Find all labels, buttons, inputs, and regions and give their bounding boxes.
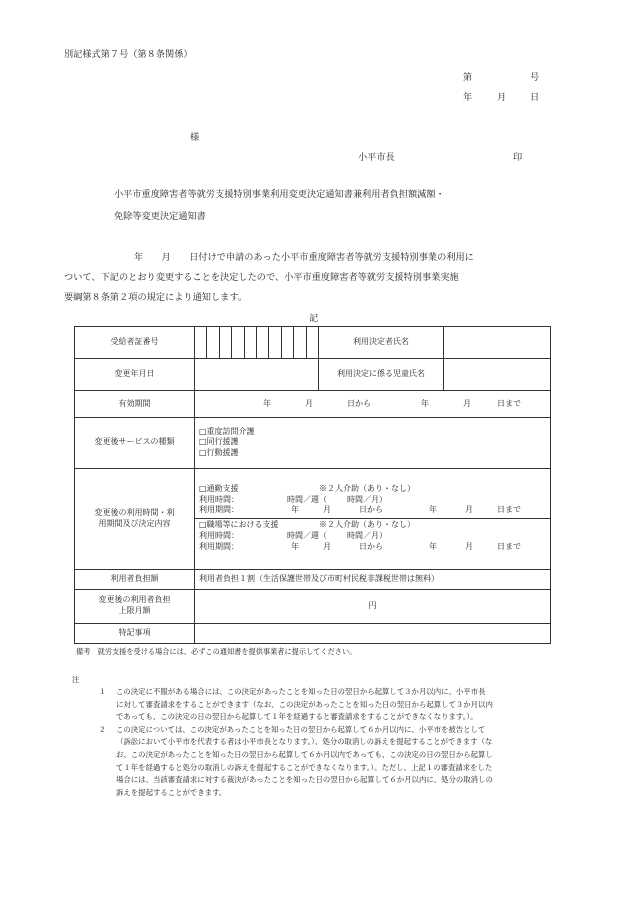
- service-type-options: [195, 417, 551, 468]
- form-header: 別記様式第７号（第８条関係）: [64, 49, 193, 60]
- note-item: ２ この決定については、この決定があったことを知った日の翌日から起算して６か月以内に、小平市を被告として （訴訟において小平市を代表する者は小平市長となります。）、処分の取消しの訴えを提起することができます（な お、この決定があったことを知った日の翌日から起算して６か月以内であっても、この決定の日の翌日から起算し て１年を経過すると処分の取消しの訴えを提起することができなくなります。）。ただし、上記１の審査請求をした 場合には、当該審査請求に対する裁決があったことを知った日の翌日から起算して６か月以内に、処分の取消しの 訴えを提起することができます。: [98, 724, 493, 797]
- burden-label: 利用者負担額: [75, 569, 195, 589]
- doc-date-month: 月: [497, 92, 507, 103]
- change-date-label: 変更年月日: [75, 359, 195, 391]
- checkbox-accompany[interactable]: □同行援護: [199, 437, 239, 447]
- addressee-suffix: 様: [190, 132, 200, 143]
- decider-name-label: 利用決定者氏名: [319, 327, 444, 359]
- checkbox-commute[interactable]: □通勤支援: [199, 483, 239, 493]
- decider-name-value[interactable]: [444, 327, 551, 359]
- sender-name: 小平市長: [358, 152, 395, 163]
- doc-number-go: 号: [530, 72, 540, 83]
- decision-table: [74, 326, 551, 644]
- service-type-label: 変更後サービスの種類: [75, 417, 195, 468]
- change-date-value[interactable]: [195, 359, 319, 391]
- special-notes-value[interactable]: [195, 623, 551, 643]
- note-item: １ この決定に不服がある場合には、この決定があったことを知った日の翌日から起算して３か月以内に、小平市長 に対して審査請求をすることができます（なお、この決定があったことを知った日の翌日から起算して３か月以内 であっても、この決定の日の翌日から起算して１年を経過すると審査請求をすることができなくなります。）。: [98, 687, 493, 722]
- usage-label: 変更後の利用時間・利 用期間及び決定内容: [75, 468, 195, 569]
- limit-value[interactable]: 円: [195, 589, 551, 623]
- doc-date-day: 日: [530, 92, 540, 103]
- valid-period-label: 有効期間: [75, 391, 195, 417]
- title-line-1: 小平市重度障害者等就労支援特別事業利用変更決定通知書兼利用者負担額減額・: [114, 189, 445, 200]
- ki-label: 記: [309, 313, 319, 324]
- workplace-support-block: □職場等における支援 ※２人介助（あり・なし） 利用時間： 時間／週（ 時間／月） 利用期間： 年 月 日から 年 月 日まで: [199, 520, 521, 551]
- body-line-1: 年 月 日付けで申請のあった小平市重度障害者等就労支援特別事業の利用に: [134, 252, 474, 263]
- checkbox-behavior[interactable]: □行動援護: [199, 448, 239, 458]
- sender-seal: 印: [513, 152, 523, 163]
- child-name-label: 利用決定に係る児童氏名: [319, 359, 444, 391]
- checkbox-workplace[interactable]: □職場等における支援: [199, 520, 279, 530]
- body-line-2: ついて、下記のとおり変更することを決定したので、小平市重度障害者等就労支援特別事業実施: [64, 272, 459, 283]
- checkbox-heavy-visit[interactable]: □重度訪問介護: [199, 426, 255, 436]
- doc-number-dai: 第: [463, 72, 473, 83]
- notes-list: [70, 686, 560, 799]
- special-notes-label: 特記事項: [75, 623, 195, 643]
- child-name-value[interactable]: [444, 359, 551, 391]
- burden-value: 利用者負担１割（生活保護世帯及び市町村民税非課税世帯は無料）: [195, 569, 551, 589]
- limit-label: 変更後の利用者負担 上限月額: [75, 589, 195, 623]
- remark: 備考 就労支援を受ける場合には、必ずこの通知書を提供事業者に提示してください。: [76, 647, 357, 656]
- notes-title: 注: [72, 675, 80, 684]
- valid-period-value: 年 月 日から 年 月 日まで: [195, 391, 551, 417]
- usage-details: [195, 468, 551, 569]
- body-line-3: 要綱第８条第２項の規定により通知します。: [64, 292, 248, 303]
- title-line-2: 免除等変更決定通知書: [114, 211, 206, 222]
- recipient-number-boxes[interactable]: [195, 327, 319, 359]
- commute-support-block: □通勤支援 ※２人介助（あり・なし） 利用時間： 時間／週（ 時間／月） 利用期間： 年 月 日から 年 月 日まで: [195, 483, 550, 519]
- doc-date-year: 年: [463, 92, 473, 103]
- recipient-number-label: 受給者証番号: [75, 327, 195, 359]
